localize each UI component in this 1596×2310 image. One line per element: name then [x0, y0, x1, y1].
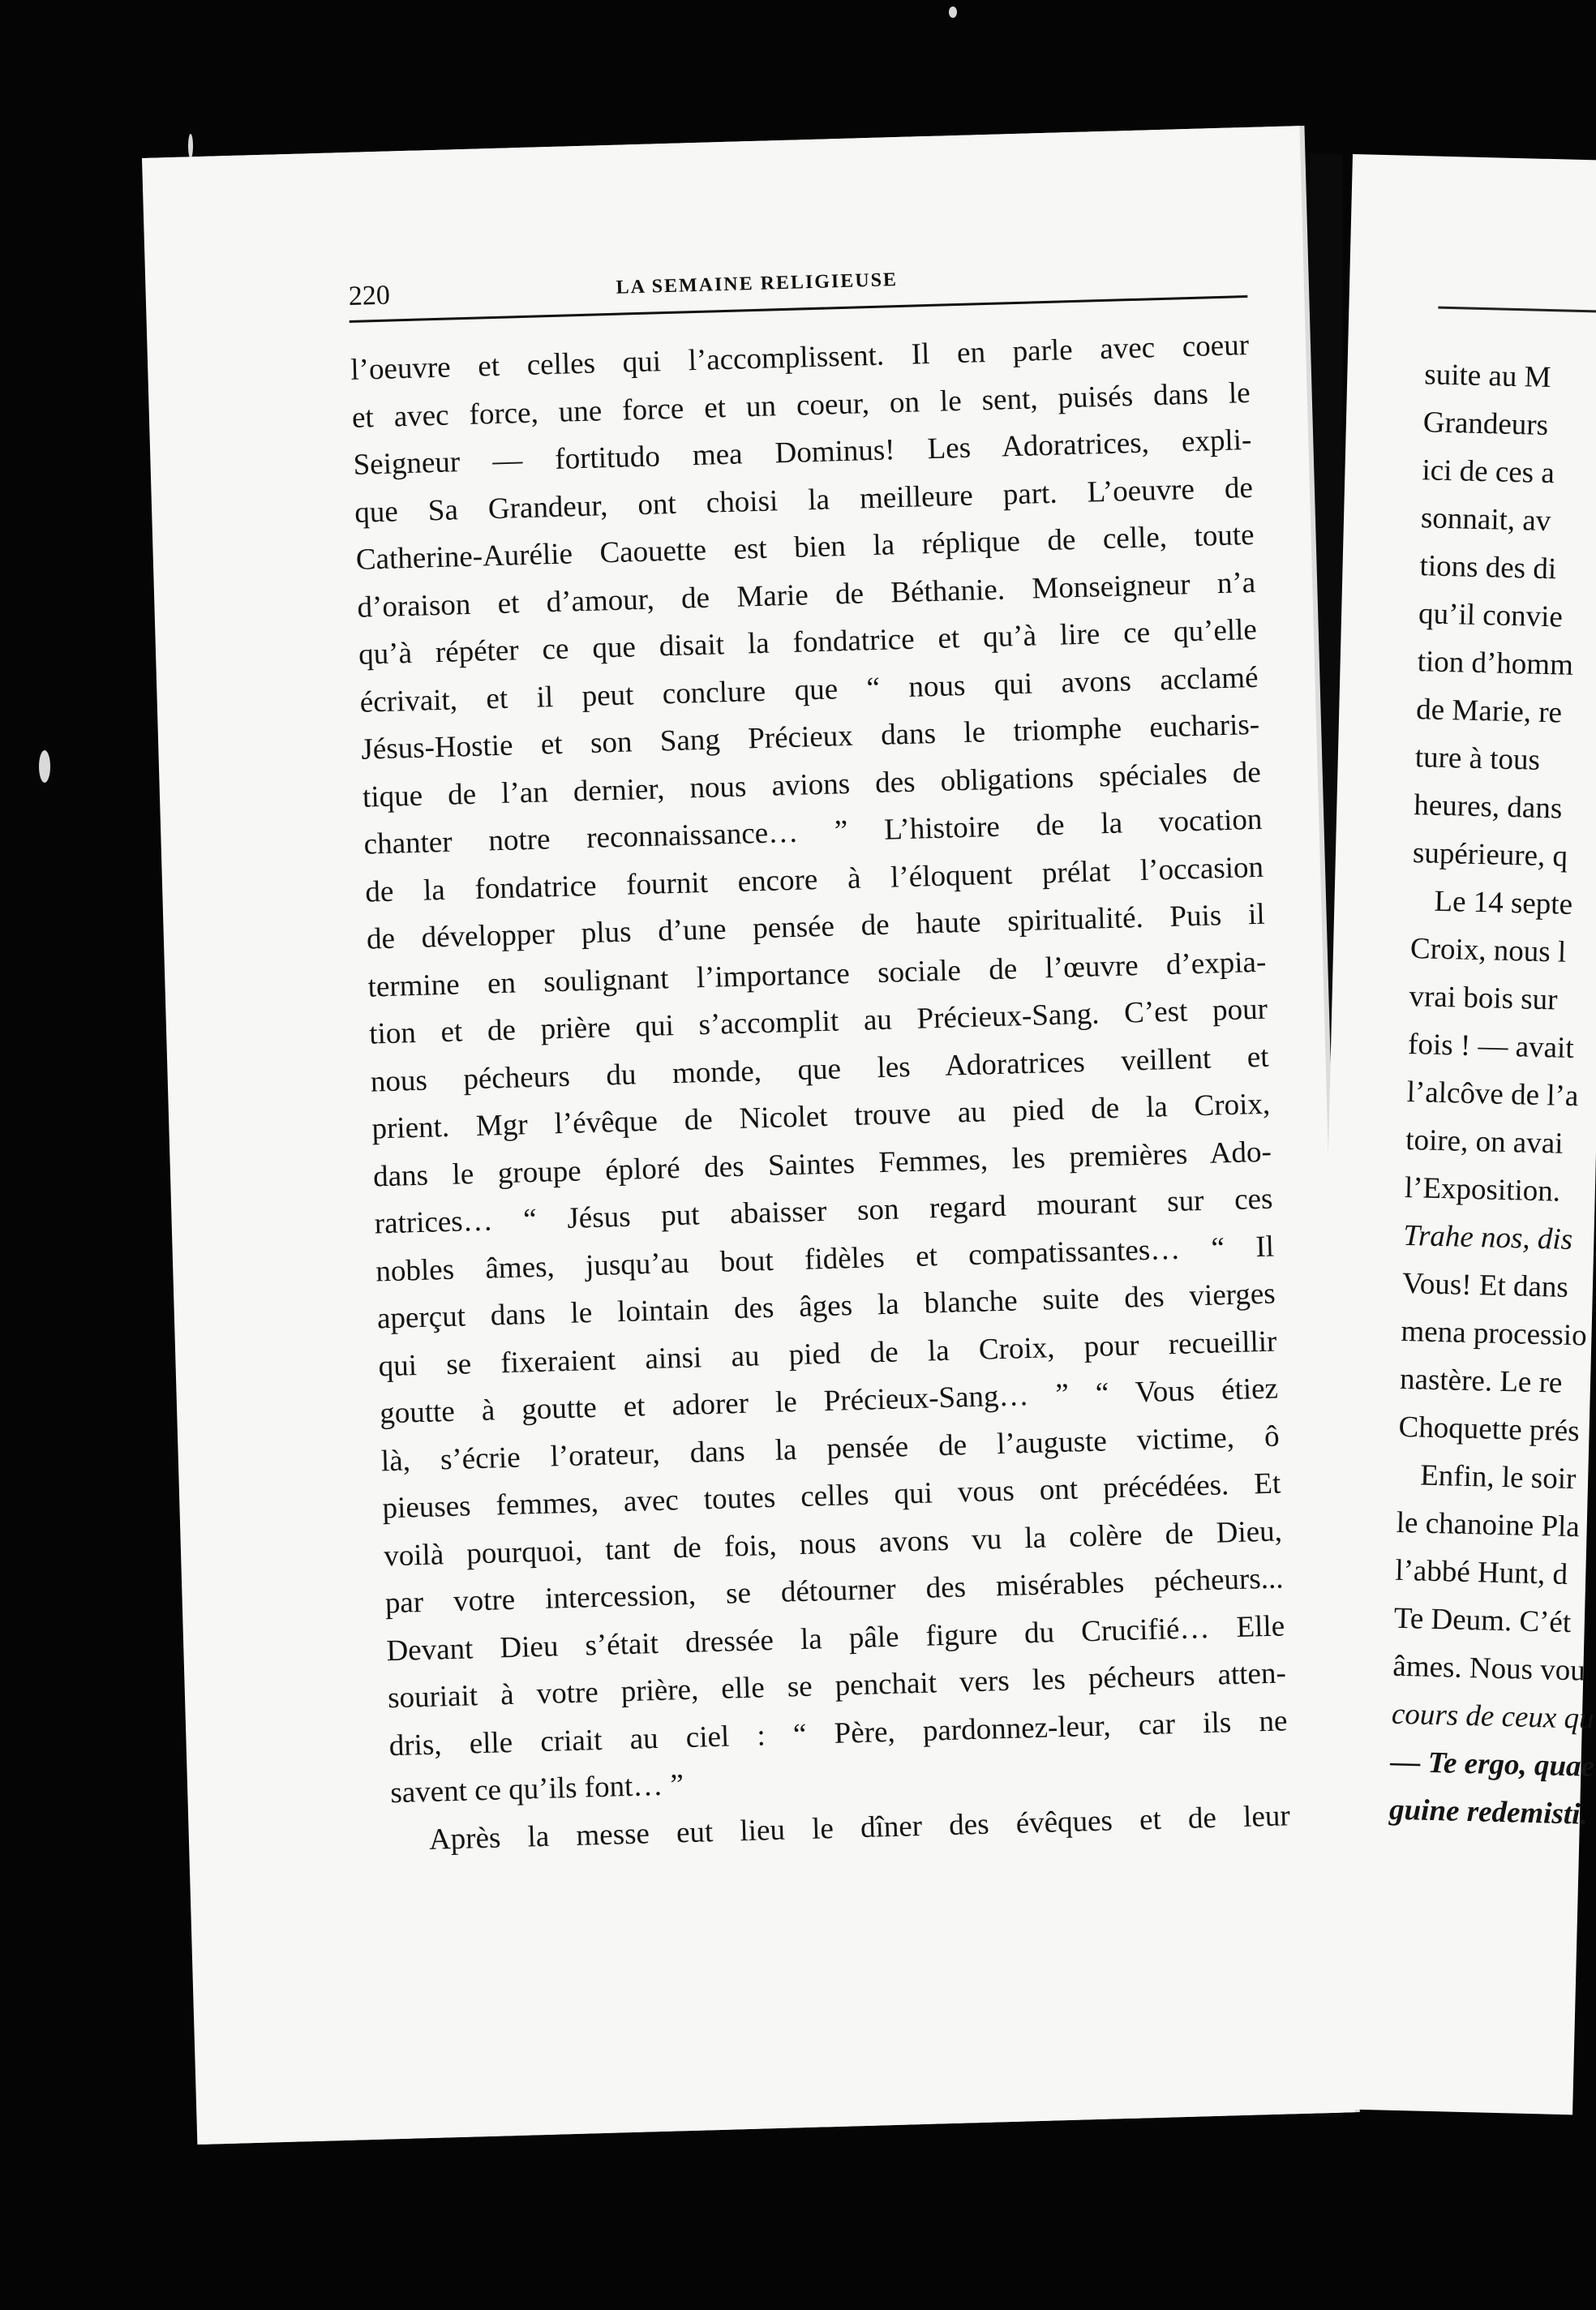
text-line: là, s’écrie l’orateur, dans la pensée de l’auguste victime, ô	[380, 1419, 1281, 1478]
text-line: l’abbé Hunt, d	[1394, 1553, 1568, 1591]
text-line: qu’il convie	[1418, 597, 1564, 634]
text-line: savent ce qu’ils font… ”	[389, 1768, 684, 1810]
text-line: tion et de prière qui s’accomplit au Précieux-Sang. C’est pour	[368, 992, 1268, 1051]
text-line: l’oeuvre et celles qui l’accomplissent. Il en parle avec coeur	[350, 328, 1250, 387]
text-line: tique de l’an dernier, nous avions des obligations spéciales de	[362, 755, 1262, 814]
text-line: tion d’homm	[1417, 645, 1574, 682]
text-line: par votre intercession, se détourner des misérables pécheurs...	[384, 1561, 1285, 1621]
text-line: toire, on avai	[1405, 1123, 1564, 1161]
text-line: le chanoine Pla	[1396, 1505, 1581, 1544]
text-line: nastère. Le re	[1399, 1362, 1563, 1400]
text-line: et avec force, une force et un coeur, on le sent, puisés dans le	[351, 376, 1251, 435]
text-line: l’Exposition.	[1404, 1170, 1561, 1209]
text-line: qu’à répéter ce que disait la fondatrice et qu’à lire ce qu’elle	[358, 612, 1258, 672]
page-number: 220	[348, 280, 391, 311]
header-rule	[1438, 307, 1596, 314]
text-line: vrai bois sur	[1409, 980, 1559, 1017]
text-line: Jésus-Hostie et son Sang Précieux dans le triomphe eucharis-	[360, 707, 1260, 766]
text-line: suite au M	[1423, 358, 1552, 395]
text-line: dris, elle criait au ciel : “ Père, pardonnez-leur, car ils ne	[388, 1703, 1288, 1763]
text-line: Te Deum. C’ét	[1393, 1601, 1572, 1640]
text-line: que Sa Grandeur, ont choisi la meilleure part. L’oeuvre de	[354, 470, 1254, 530]
running-head: LA SEMAINE RELIGIEUSE	[616, 269, 899, 298]
text-line: nobles âmes, jusqu’au bout fidèles et compatissantes… “ Il	[375, 1230, 1275, 1288]
text-line: souriait à votre prière, elle se penchait vers les pécheurs atten-	[387, 1656, 1287, 1715]
text-line: heures, dans	[1413, 788, 1563, 826]
text-line: Vous! Et dans	[1401, 1266, 1569, 1304]
text-line: aperçut dans le lointain des âges la blanche suite des vierges	[376, 1277, 1276, 1336]
text-line: ratrices… “ Jésus put abaisser son regard mourant sur ces	[374, 1182, 1273, 1241]
text-line: Seigneur — fortitudo mea Dominus! Les Adoratrices, expli-	[353, 423, 1252, 482]
text-line: de Marie, re	[1415, 693, 1563, 730]
page-header	[348, 253, 1247, 323]
text-line: — Te ergo, quae	[1390, 1745, 1595, 1784]
text-line: dans le groupe éploré des Saintes Femmes, les premières Ado-	[372, 1135, 1272, 1194]
text-line: Après la messe eut lieu le dîner des évêques et de leur	[428, 1798, 1291, 1857]
text-line: cours de ceux qu	[1391, 1697, 1595, 1736]
text-line: nous pécheurs du monde, que les Adoratrices veillent et	[370, 1040, 1270, 1099]
text-line: Croix, nous l	[1409, 932, 1567, 969]
body-text	[350, 322, 1291, 1865]
text-line: écrivait, et il peut conclure que “ nous qui avons acclamé	[359, 660, 1259, 719]
text-line: Trahe nos, dis	[1402, 1218, 1573, 1257]
text-line: mena processio	[1401, 1314, 1588, 1353]
text-line: Catherine-Aurélie Caouette est bien la réplique de celle, toute	[355, 517, 1255, 577]
left-page	[142, 126, 1355, 2145]
text-line: de la fondatrice fournit encore à l’éloquent prélat l’occasion	[364, 850, 1264, 909]
text-line: supérieure, q	[1412, 836, 1568, 874]
text-line: voilà pourquoi, tant de fois, nous avons vu la colère de Dieu,	[383, 1514, 1283, 1573]
text-line: Le 14 septe	[1434, 884, 1573, 921]
text-line: pieuses femmes, avec toutes celles qui vous ont précédées. Et	[382, 1466, 1281, 1526]
dust-speck	[949, 6, 957, 18]
text-line: prient. Mgr l’évêque de Nicolet trouve au pied de la Croix,	[371, 1087, 1271, 1146]
text-line: sonnait, av	[1420, 501, 1551, 539]
text-line: guine redemisti.	[1388, 1793, 1589, 1831]
text-line: Choquette prés	[1398, 1410, 1581, 1449]
dust-speck	[188, 134, 193, 158]
text-line: l’alcôve de l’a	[1406, 1075, 1579, 1114]
text-line: Grandeurs	[1422, 406, 1549, 442]
text-line: ici de ces a	[1422, 453, 1555, 491]
text-line: d’oraison et d’amour, de Marie de Béthanie. Monseigneur n’a	[356, 565, 1256, 625]
text-line: Enfin, le soir	[1419, 1458, 1577, 1496]
text-line: goutte à goutte et adorer le Précieux-Sang… ” “ Vous étiez	[379, 1372, 1279, 1431]
text-line: âmes. Nous vou	[1392, 1649, 1586, 1688]
right-body-text	[1388, 350, 1596, 1840]
text-line: termine en soulignant l’importance sociale de l’œuvre d’expia-	[367, 945, 1267, 1004]
text-line: chanter notre reconnaissance… ” L’histoire de la vocation	[363, 802, 1263, 861]
text-line: tions des di	[1419, 549, 1557, 586]
right-page-fragment	[1305, 154, 1596, 2115]
dust-speck	[39, 750, 50, 783]
text-line: qui se fixeraient ainsi au pied de la Croix, pour recueillir	[378, 1325, 1277, 1383]
text-line: de développer plus d’une pensée de haute spiritualité. Puis il	[366, 897, 1266, 956]
text-line: ture à tous	[1414, 741, 1541, 777]
text-line: Devant Dieu s’était dressée la pâle figure du Crucifié… Elle	[385, 1608, 1285, 1668]
text-line: fois ! — avait	[1407, 1028, 1575, 1065]
